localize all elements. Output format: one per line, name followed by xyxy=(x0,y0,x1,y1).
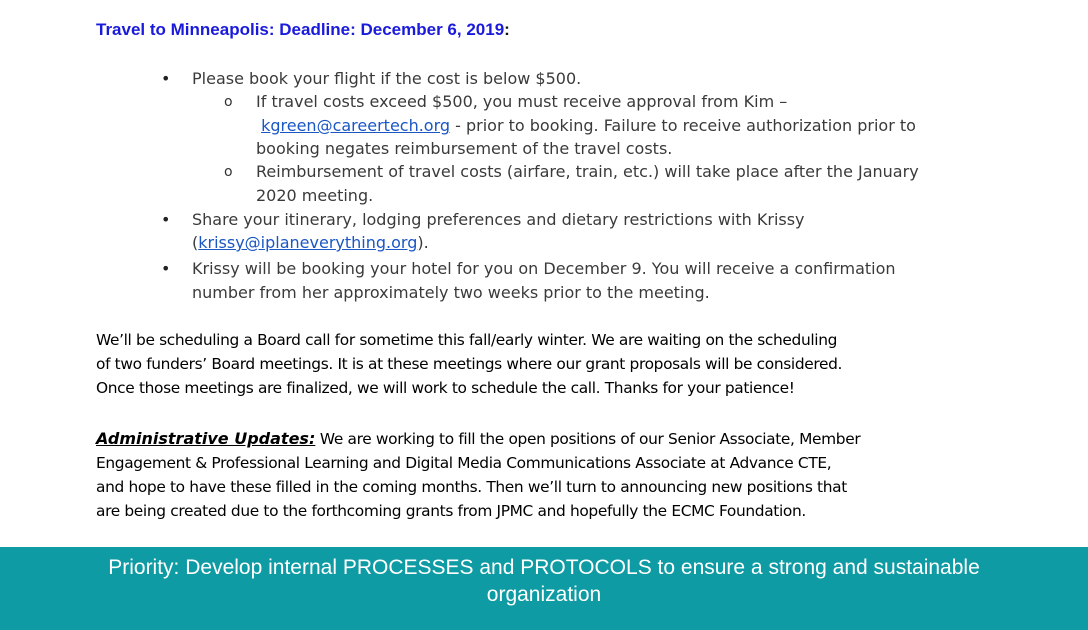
admin-line1-text: We are working to fill the open positions of our Senior Associate, Member xyxy=(315,430,861,448)
admin-line1 xyxy=(96,427,956,451)
bullet-hotel-line2: number from her approximately two weeks prior to the meeting. xyxy=(192,283,710,302)
kgreen-email-link[interactable]: kgreen@careertech.org xyxy=(261,116,451,135)
sub-bullet-approval-line1: If travel costs exceed $500, you must receive approval from Kim – xyxy=(256,92,788,111)
priority-banner: Priority: Develop internal PROCESSES and PROTOCOLS to ensure a strong and sustainable organization xyxy=(0,547,1088,630)
sub-bullet-approval-line2 xyxy=(256,114,916,137)
sub-bullet-reimbursement-line2: 2020 meeting. xyxy=(256,186,374,205)
admin-line3: and hope to have these filled in the coming months. Then we’ll turn to announcing new positions that xyxy=(96,478,847,496)
admin-title: Administrative Updates: xyxy=(96,429,316,448)
board-paragraph xyxy=(96,328,956,400)
bullet-itinerary-line2 xyxy=(192,231,429,254)
bullet-marker: • xyxy=(161,259,171,278)
sub-bullet-approval-line3: booking negates reimbursement of the travel costs. xyxy=(256,139,673,158)
admin-paragraph xyxy=(96,427,956,523)
bullet-hotel-line1: Krissy will be booking your hotel for you on December 9. You will receive a confirmation xyxy=(192,259,896,278)
paren-open: ( xyxy=(192,233,199,252)
bullet-marker: • xyxy=(161,69,171,88)
paren-close: ). xyxy=(417,233,429,252)
travel-heading-colon: : xyxy=(504,20,510,39)
sub-bullet-marker: o xyxy=(224,94,233,110)
admin-line4: are being created due to the forthcoming grants from JPMC and hopefully the ECMC Foundation. xyxy=(96,502,806,520)
bullet-marker: • xyxy=(161,210,171,229)
board-line1: We’ll be scheduling a Board call for sometime this fall/early winter. We are waiting on the scheduling xyxy=(96,331,838,349)
board-line2: of two funders’ Board meetings. It is at these meetings where our grant proposals will be considered. xyxy=(96,355,843,373)
board-line3: Once those meetings are finalized, we will work to schedule the call. Thanks for your patience! xyxy=(96,379,795,397)
travel-heading-text: Travel to Minneapolis: Deadline: December 6, 2019 xyxy=(96,20,505,39)
sub-bullet-reimbursement-line1: Reimbursement of travel costs (airfare, train, etc.) will take place after the January xyxy=(256,162,919,181)
bullet-itinerary-line1: Share your itinerary, lodging preferences and dietary restrictions with Krissy xyxy=(192,210,805,229)
sub-bullet-approval-text: - prior to booking. Failure to receive authorization prior to xyxy=(450,116,916,135)
bullet-flight-cost: Please book your flight if the cost is below $500. xyxy=(192,69,582,88)
admin-line2: Engagement & Professional Learning and Digital Media Communications Associate at Advance CTE, xyxy=(96,454,832,472)
krissy-email-link[interactable]: krissy@iplaneverything.org xyxy=(198,233,418,252)
travel-heading xyxy=(96,20,510,40)
sub-bullet-marker: o xyxy=(224,164,233,180)
